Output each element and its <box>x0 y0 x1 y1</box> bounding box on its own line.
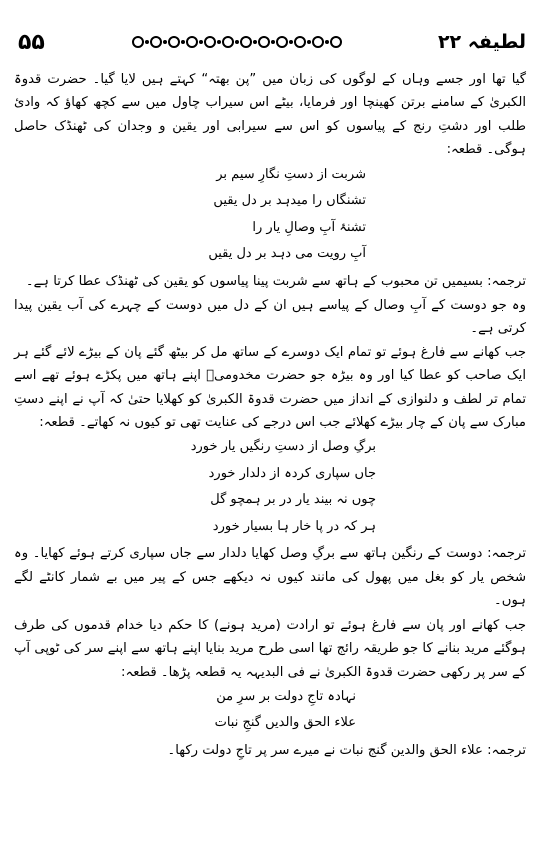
translation-3: ترجمہ: علاء الحق والدین گنج نبات نے میرے سر پر تاجِ دولت رکھا۔ <box>167 742 526 758</box>
verse-block-1 <box>166 162 366 268</box>
ornament-divider-icon <box>130 34 352 50</box>
verse-line: تشنگاں را میدہد بر دل یقیں <box>213 193 366 209</box>
page-number: ۵۵ <box>18 29 45 55</box>
verse-line: جاں سپاری کردہ از دلدار خورد <box>208 465 376 481</box>
verse-block-2 <box>126 434 376 540</box>
paragraph-4: جب کھانے اور پان سے فارغ ہوئے تو ارادت (مرید ہونے) کا حکم دیا خدام قدموں کی طرف ہوگئے مرید بنانے کا جو طریقہ رائج تھا اسی طرح مرید بنایا اپنے ہاتھ سے اپنے سر کی ٹوپی آپ کے سر پر رکھی حضرت قدوۃ الکبریٰ نے فی البدیہہ یہ قطعہ پڑھا۔ قطعہ: <box>14 617 526 680</box>
verse-line: نہادہ تاجِ دولت بر سرِ من <box>216 688 356 704</box>
verse-line: علاء الحق والدیں گنجِ نبات <box>214 715 356 731</box>
translation-2: ترجمہ: دوست کے رنگین ہاتھ سے برگِ وصل کھایا دلدار سے جاں سپاری کرتے ہوئے کھایا۔ وہ شخص یار کو بغل میں پھول کی مانند کیوں نہ دیکھے جس کے پیر میں بے شمار کانٹے لگے ہوں۔ <box>14 546 526 609</box>
verse-line: شربت از دستِ نگارِ سیم بر <box>216 166 366 182</box>
running-title: لطیفہ ۲۲ <box>437 31 526 53</box>
paragraph-3: جب کھانے سے فارغ ہوئے تو تمام ایک دوسرے کے ساتھ مل کر بیٹھ گئے پان کے بیڑے لائے گئے ہر ایک صاحب کو عطا کیا اور وہ بیڑہ جو حضرت مخدومیؒ اپنے ہاتھ میں پکڑے ہوئے تھے اسے تمام تر لطف و دلنوازی کے انداز میں حضرت قدوۃ الکبریٰ کو کھلایا حتیٰ کہ آپ نے اپنے دستِ مبارک سے پان کے چار بیڑے کھلائے جب اس درجے کی عنایت تھی تو کیوں نہ کھاتے۔ قطعہ: <box>14 344 526 431</box>
verse-line: برگِ وصل از دستِ رنگیں یار خورد <box>190 439 376 455</box>
translation-1: ترجمہ: بسیمیں تن محبوب کے ہاتھ سے شربت پینا پیاسوں کو یقین کی ٹھنڈک عطا کرتا ہے۔ <box>25 273 526 289</box>
verse-line: ہر کہ در پا خار ہا بسیار خورد <box>212 518 376 534</box>
page-body <box>14 68 526 762</box>
verse-block-3 <box>146 684 356 737</box>
verse-line: تشنۂ آبِ وصالِ یار را <box>252 219 366 235</box>
paragraph-2: وہ جو دوست کے آبِ وصال کے پیاسے ہیں ان کے دل میں دوست کے چہرے کی آب یقین پیدا کرتی ہے۔ <box>14 298 526 337</box>
verse-line: چوں نہ بیند یار در بر ہمچو گل <box>210 492 376 508</box>
paragraph-1: گیا تھا اور جسے وہاں کے لوگوں کی زبان میں ”پن بھتہ“ کہتے ہیں لایا گیا۔ حضرت قدوۃ الکبریٰ کے سامنے برتن کھینچا اور فرمایا، بیٹے اس سیراب چاول میں سے کچھ کھاؤ کہ وادیٔ طلب اور دشتِ رنج کے پیاسوں کو اس سے سیرابی اور یقین و وجدان کی ٹھنڈک حاصل ہوگی۔ قطعہ: <box>14 72 526 158</box>
verse-line: آبِ رویت می دہد بر دل یقیں <box>208 246 366 262</box>
page-header <box>18 28 526 56</box>
